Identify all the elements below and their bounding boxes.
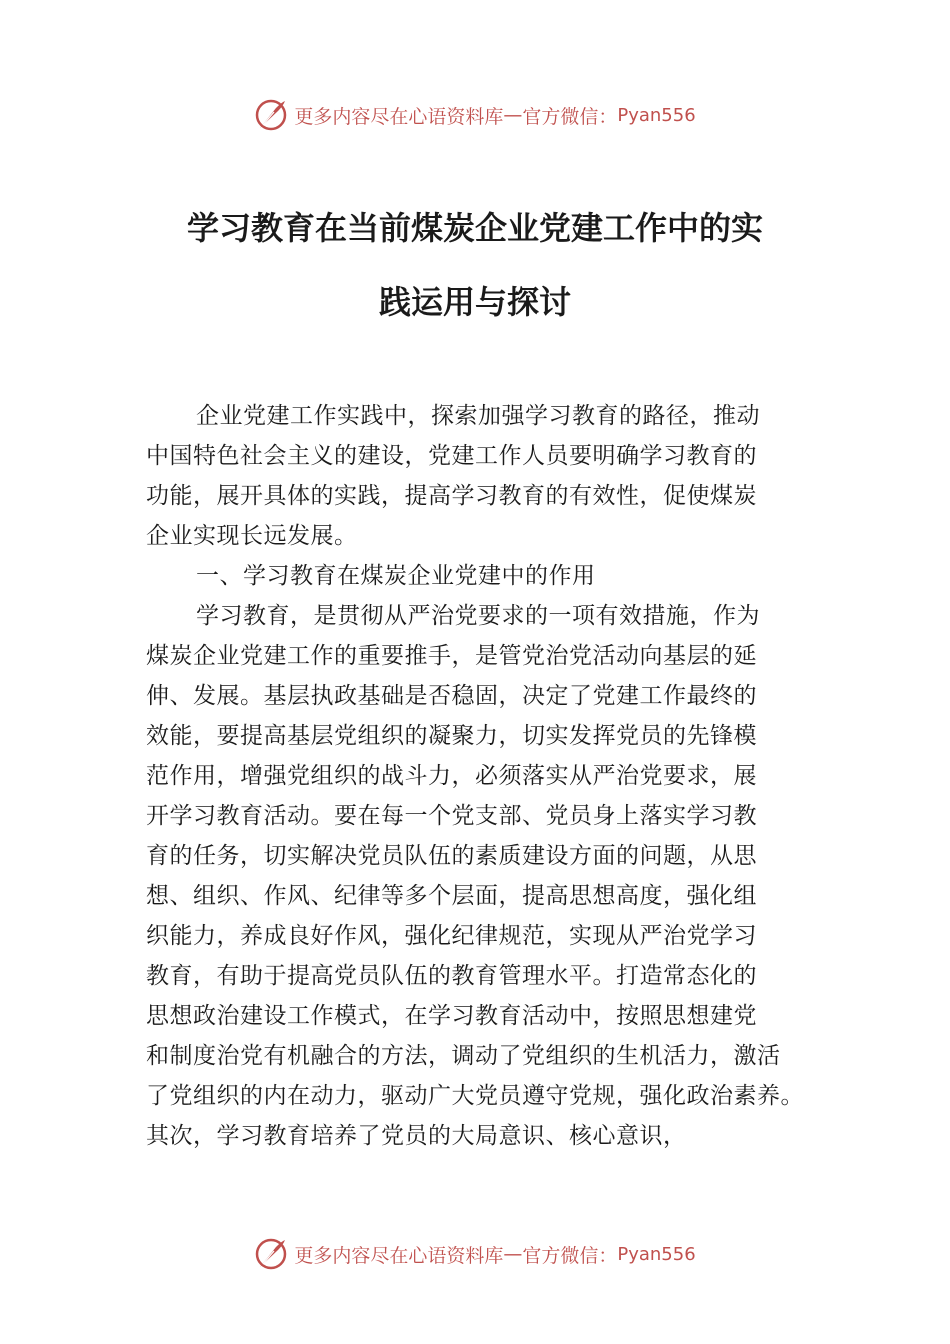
paragraph-line: 煤炭企业党建工作的重要推手，是管党治党活动向基层的延: [146, 643, 757, 669]
banner-wechat-label: 官方微信：: [522, 1244, 618, 1267]
banner-wechat-label: 官方微信：: [522, 105, 618, 128]
banner-text: 更多内容尽在心语资料库: [294, 1244, 504, 1267]
quill-pen-logo-icon: [254, 1237, 288, 1271]
paragraph-line: 企业党建工作实践中，探索加强学习教育的路径，推动: [196, 403, 760, 429]
paragraph-line: 育的任务，切实解决党员队伍的素质建设方面的问题，从思: [146, 843, 757, 869]
header-banner: [0, 93, 950, 137]
paragraph-line: 功能，展开具体的实践，提高学习教育的有效性，促使煤炭: [146, 483, 757, 509]
banner-separator: —: [503, 1243, 523, 1265]
paragraph-line: 教育，有助于提高党员队伍的教育管理水平。打造常态化的: [146, 963, 757, 989]
banner-separator: —: [503, 104, 523, 126]
paragraph-line: 其次，学习教育培养了党员的大局意识、核心意识，: [146, 1123, 687, 1149]
banner-wechat-id: Pyan556: [617, 1243, 696, 1265]
document-title-line-1: 学习教育在当前煤炭企业党建工作中的实: [186, 209, 763, 247]
document-body: [146, 396, 846, 1156]
paragraph-line: 想、组织、作风、纪律等多个层面，提高思想高度，强化组: [146, 883, 757, 909]
banner-text: 更多内容尽在心语资料库: [294, 105, 504, 128]
banner-wechat-id: Pyan556: [617, 104, 696, 126]
document-title-line-2: 践运用与探讨: [378, 283, 571, 321]
paragraph-line: 了党组织的内在动力，驱动广大党员遵守党规，强化政治素养。: [146, 1083, 804, 1109]
section-heading: 一、学习教育在煤炭企业党建中的作用: [196, 563, 596, 589]
paragraph-line: 企业实现长远发展。: [146, 523, 358, 549]
paragraph-line: 伸、发展。基层执政基础是否稳固，决定了党建工作最终的: [146, 683, 757, 709]
paragraph-line: 效能，要提高基层党组织的凝聚力，切实发挥党员的先锋模: [146, 723, 757, 749]
quill-pen-logo-icon: [254, 98, 288, 132]
paragraph-line: 学习教育，是贯彻从严治党要求的一项有效措施，作为: [196, 603, 760, 629]
footer-banner: [0, 1232, 950, 1276]
paragraph-line: 织能力，养成良好作风，强化纪律规范，实现从严治党学习: [146, 923, 757, 949]
paragraph-line: 中国特色社会主义的建设，党建工作人员要明确学习教育的: [146, 443, 757, 469]
paragraph-line: 和制度治党有机融合的方法，调动了党组织的生机活力，激活: [146, 1043, 781, 1069]
paragraph-line: 开学习教育活动。要在每一个党支部、党员身上落实学习教: [146, 803, 757, 829]
paragraph-line: 思想政治建设工作模式，在学习教育活动中，按照思想建党: [146, 1003, 757, 1029]
paragraph-line: 范作用，增强党组织的战斗力，必须落实从严治党要求，展: [146, 763, 757, 789]
